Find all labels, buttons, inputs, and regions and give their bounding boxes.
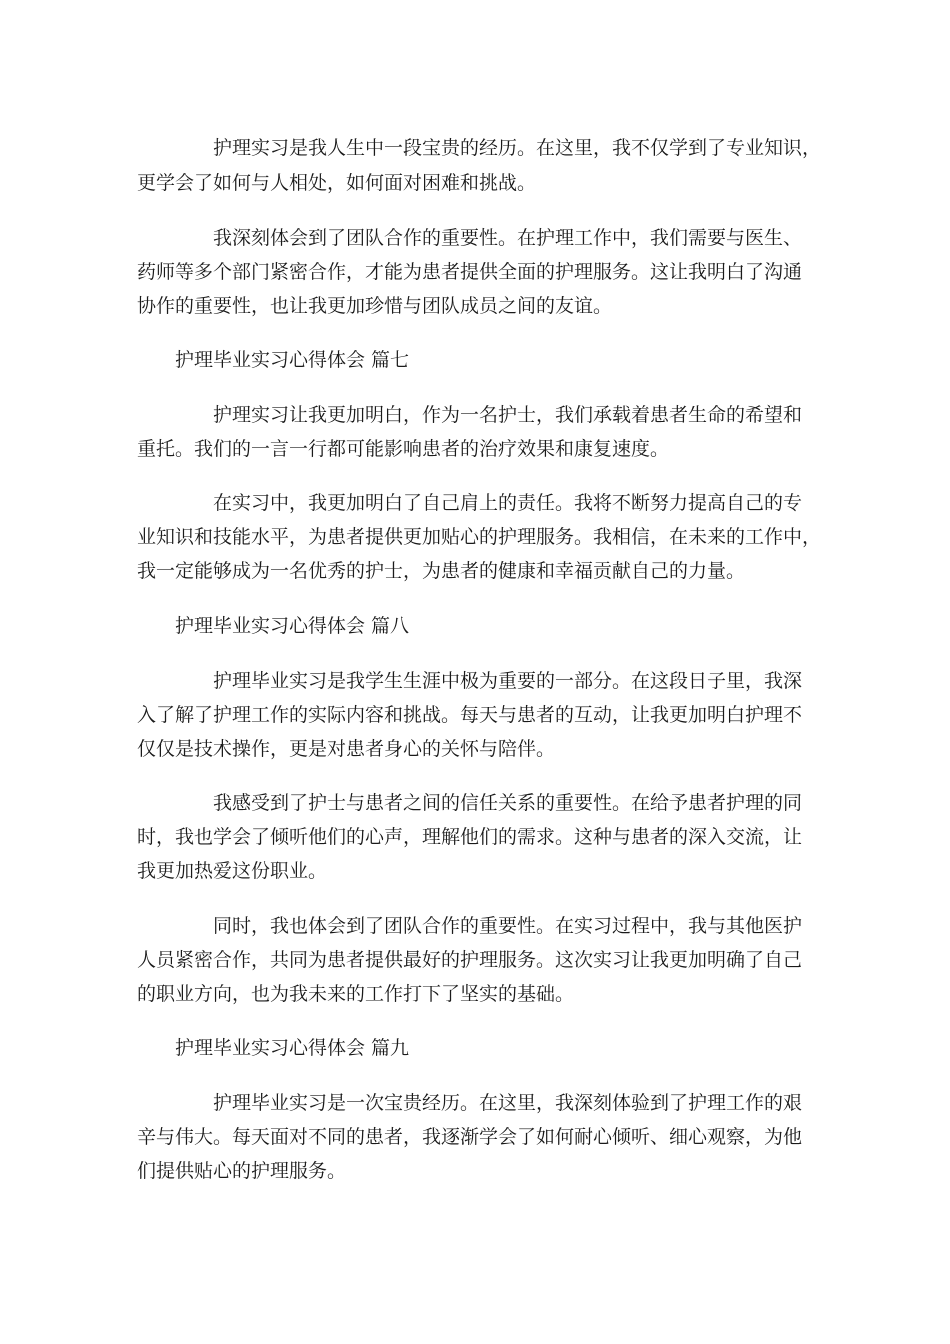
- paragraph-line: 人员紧密合作，共同为患者提供最好的护理服务。这次实习让我更加明确了自己: [137, 949, 803, 971]
- section-heading: 护理毕业实习心得体会 篇八: [175, 615, 410, 637]
- paragraph-line: 协作的重要性，也让我更加珍惜与团队成员之间的友谊。: [137, 295, 613, 317]
- paragraph-line: 时，我也学会了倾听他们的心声，理解他们的需求。这种与患者的深入交流，让: [137, 826, 803, 848]
- paragraph-line: 护理毕业实习是一次宝贵经历。在这里，我深刻体验到了护理工作的艰: [213, 1092, 803, 1114]
- paragraph-line: 入了解了护理工作的实际内容和挑战。每天与患者的互动，让我更加明白护理不: [137, 704, 803, 726]
- paragraph-line: 药师等多个部门紧密合作，才能为患者提供全面的护理服务。这让我明白了沟通: [137, 261, 803, 283]
- paragraph-line: 我感受到了护士与患者之间的信任关系的重要性。在给予患者护理的同: [213, 792, 803, 814]
- paragraph-line: 更学会了如何与人相处，如何面对困难和挑战。: [137, 172, 537, 194]
- paragraph-line: 我一定能够成为一名优秀的护士，为患者的健康和幸福贡献自己的力量。: [137, 560, 746, 582]
- paragraph-line: 在实习中，我更加明白了自己肩上的责任。我将不断努力提高自己的专: [213, 492, 803, 514]
- paragraph-line: 我深刻体会到了团队合作的重要性。在护理工作中，我们需要与医生、: [213, 227, 803, 249]
- paragraph-line: 们提供贴心的护理服务。: [137, 1160, 347, 1182]
- paragraph-line: 护理毕业实习是我学生生涯中极为重要的一部分。在这段日子里，我深: [213, 670, 803, 692]
- paragraph-line: 辛与伟大。每天面对不同的患者，我逐渐学会了如何耐心倾听、细心观察，为他: [137, 1126, 803, 1148]
- paragraph-line: 的职业方向，也为我未来的工作打下了坚实的基础。: [137, 983, 575, 1005]
- paragraph-line: 同时，我也体会到了团队合作的重要性。在实习过程中，我与其他医护: [213, 915, 803, 937]
- paragraph-line: 护理实习是我人生中一段宝贵的经历。在这里，我不仅学到了专业知识，: [213, 137, 822, 159]
- section-heading: 护理毕业实习心得体会 篇七: [175, 349, 410, 371]
- paragraph-line: 仅仅是技术操作，更是对患者身心的关怀与陪伴。: [137, 738, 556, 760]
- paragraph-line: 重托。我们的一言一行都可能影响患者的治疗效果和康复速度。: [137, 438, 670, 460]
- paragraph-line: 业知识和技能水平，为患者提供更加贴心的护理服务。我相信，在未来的工作中，: [137, 526, 822, 548]
- paragraph-line: 我更加热爱这份职业。: [137, 860, 328, 882]
- section-heading: 护理毕业实习心得体会 篇九: [175, 1037, 410, 1059]
- paragraph-line: 护理实习让我更加明白，作为一名护士，我们承载着患者生命的希望和: [213, 404, 803, 426]
